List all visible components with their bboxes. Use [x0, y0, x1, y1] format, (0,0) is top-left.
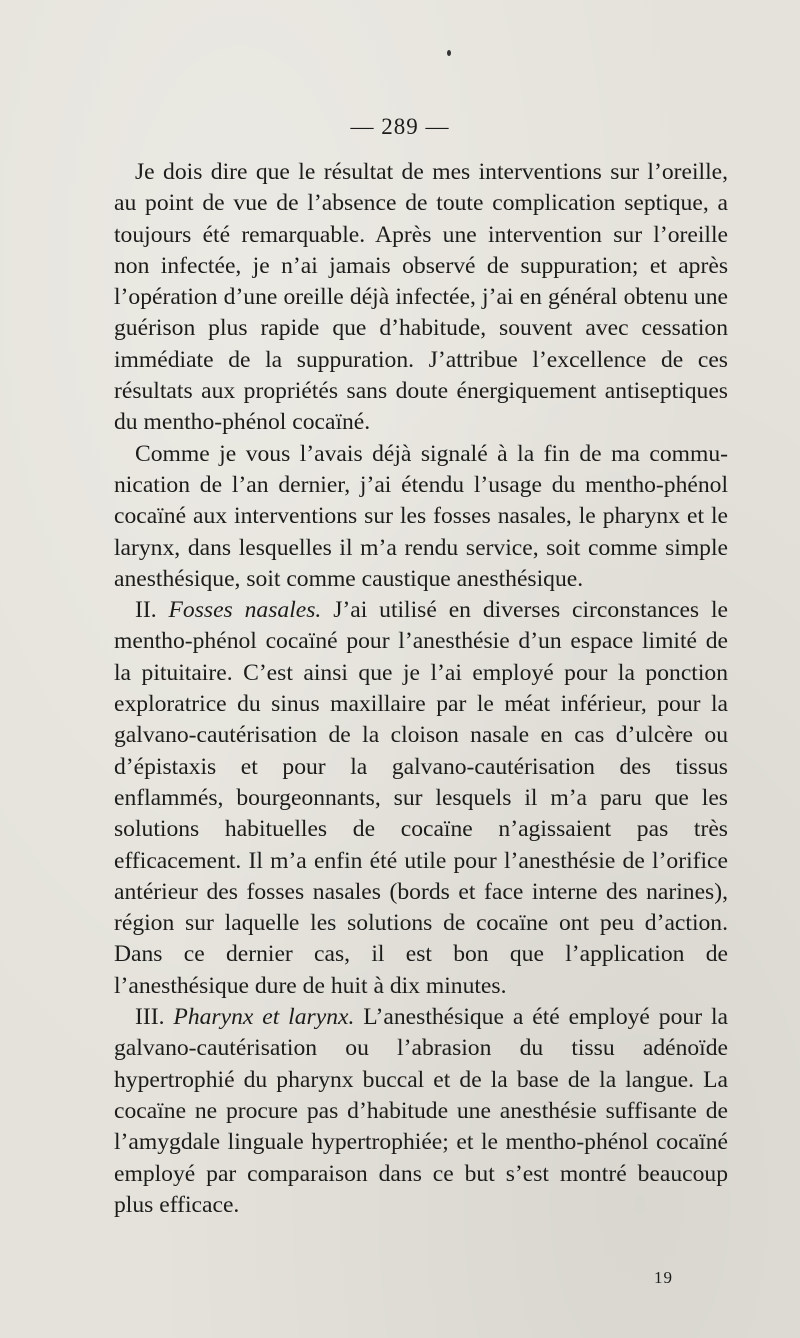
paragraph-text: L’anesthésique a été employé pour la galvano-cautérisation ou l’abrasion du tissu adénoïde hypertrophié du pharynx buccal et de la base de la langue. La cocaïne ne procure pas d’habitude une anesthésie suffisante de l’amygdale linguale hypertrophiée; et le mentho-phénol cocaïné employé par comparaison dans ce but s’est montré beaucoup plus efficace. — [114, 1004, 728, 1218]
paragraph-text: Comme je vous l’avais déjà signalé à la fin de ma communication de l’an dernier, j’ai étendu l’usage du mentho-phénol cocaïné aux interventions sur les fosses nasales, le pharynx et le larynx, dans lesquelles il m’a rendu service, soit comme simple anesthésique, soit comme caustique anesthésique. — [114, 440, 728, 592]
ink-speck — [447, 50, 451, 56]
section-number: II. — [135, 597, 157, 624]
paragraph-extension — [114, 439, 728, 595]
section-number: III. — [135, 1004, 165, 1031]
body-text — [114, 157, 728, 1221]
page-number: — 289 — — [350, 114, 450, 139]
paragraph-oreille-results — [114, 157, 728, 439]
section-fosses-nasales — [114, 595, 728, 1002]
section-heading: Pharynx et larynx. — [173, 1004, 355, 1031]
paragraph-text: J’ai utilisé en diverses circonstances le mentho-phénol cocaïné pour l’anesthésie d’un espace limité de la pituitaire. C’est ainsi que je l’ai employé pour la ponction exploratrice du sinus maxillaire par le méat inférieur, pour la galvano-cautérisation de la cloison nasale en cas d’ulcère ou d’épistaxis et pour la galvano-cautérisation des tissus enflammés, bourgeonnants, sur lesquels il m’a paru que les solutions habituelles de cocaïne n’agissaient pas très efficacement. Il m’a enfin été utile pour l’anesthésie de l’orifice antérieur des fosses nasales (bords et face interne des narines), région sur laquelle les solutions de cocaïne ont peu d’action. Dans ce dernier cas, il est bon que l’application de l’anesthésique dure de huit à dix minutes. — [114, 597, 729, 999]
section-heading: Fosses nasales. — [168, 597, 322, 624]
signature-mark: 19 — [654, 1268, 673, 1287]
paragraph-text: Je dois dire que le résultat de mes interventions sur l’oreille, au point de vue de l’absence de toute complication septique, a toujours été remarquable. Après une intervention sur l’oreille non infectée, je n’ai jamais observé de suppuration; et après l’opération d’une oreille déjà infectée, j’ai en général obtenu une guérison plus rapide que d’habitude, souvent avec cessation immédiate de la suppuration. J’attribue l’excellence de ces résultats aux propriétés sans doute énergiquement antiseptiques du mentho-phénol cocaïné. — [114, 159, 728, 436]
section-pharynx-larynx — [114, 1002, 728, 1221]
